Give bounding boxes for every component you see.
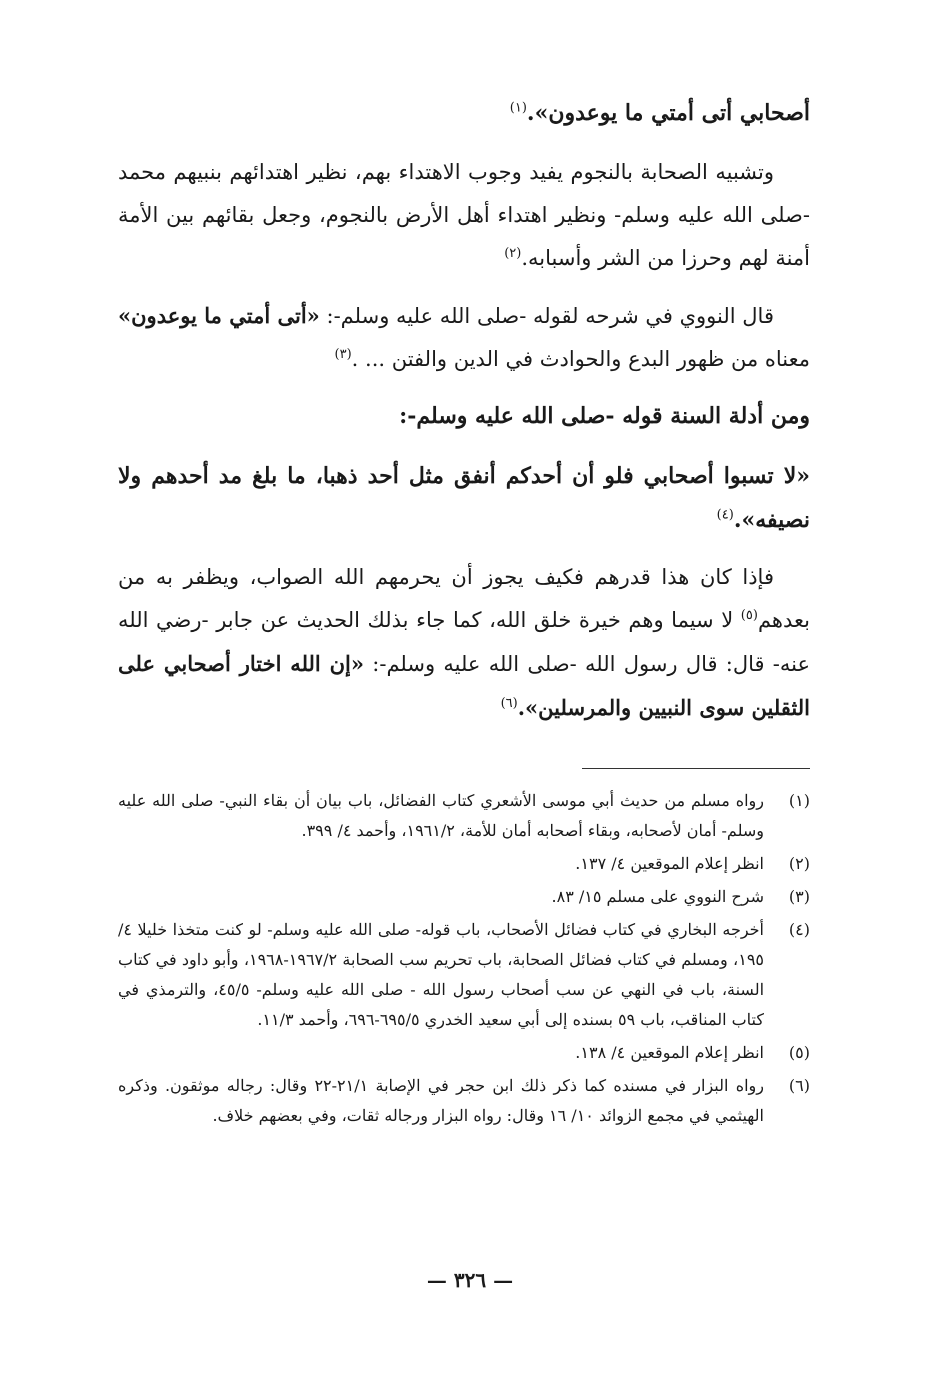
footnote-text: انظر إعلام الموقعين ٤/ ١٣٧. bbox=[575, 854, 764, 873]
footnote-4 bbox=[118, 915, 810, 1035]
footnote-number: (٢) bbox=[788, 854, 810, 873]
footnote-number: (١) bbox=[788, 791, 810, 810]
paragraph-3 bbox=[118, 294, 810, 381]
paragraph-3-quote: «أتى أمتي ما يوعدون» bbox=[118, 303, 320, 328]
footnote-text: شرح النووي على مسلم ١٥/ ٨٣. bbox=[551, 887, 764, 906]
footnote-6 bbox=[118, 1071, 810, 1131]
paragraph-2-text: وتشبيه الصحابة بالنجوم يفيد وجوب الاهتداء بهم، نظير اهتدائهم بنبيهم محمد -صلى الله عليه وسلم- ونظير اهتداء أهل الأرض بالنجوم، وجعل بقائهم بين الأمة أمنة لهم وحرزا من الشر وأسبابه. bbox=[118, 160, 810, 270]
paragraph-2 bbox=[118, 151, 810, 280]
footnote-ref-2[interactable]: (٢) bbox=[504, 246, 522, 261]
main-text bbox=[118, 92, 810, 744]
footnote-1 bbox=[118, 786, 810, 846]
footnote-divider bbox=[582, 768, 810, 769]
footnote-text: أخرجه البخاري في كتاب فضائل الأصحاب، باب قوله- صلى الله عليه وسلم- لو كنت متخذا خليلا ٤/ ١٩٥، ومسلم في كتاب فضائل الصحابة، باب تحريم سب الصحابة ١٩٦٧/٢-١٩٦٨، وأبو داود في كتاب السنة، باب في النهي عن سب أصحاب رسول الله - صلى الله عليه وسلم- ٤٥/٥، والترمذي في كتاب المناقب، باب ٥٩ بسنده إلى أبي سعيد الخدري ٦٩٥/٥-٦٩٦، وأحمد ١١/٣. bbox=[118, 920, 765, 1029]
footnote-text: انظر إعلام الموقعين ٤/ ١٣٨. bbox=[575, 1043, 764, 1062]
page-number: — ٣٢٦ — bbox=[426, 1268, 514, 1292]
footnote-number: (٣) bbox=[788, 887, 810, 906]
hadith-quote-text: «لا تسبوا أصحابي فلو أن أحدكم أنفق مثل أحد ذهبا، ما بلغ مد أحدهم ولا نصيفه». bbox=[118, 463, 810, 533]
footnote-number: (٤) bbox=[788, 920, 810, 939]
paragraph-3-lead: قال النووي في شرحه لقوله -صلى الله عليه وسلم-: bbox=[319, 304, 774, 328]
footnote-number: (٦) bbox=[788, 1076, 810, 1095]
footnote-text: رواه البزار في مسنده كما ذكر ذلك ابن حجر في الإصابة ٢١/١-٢٢ وقال: رجاله موثقون. وذكره الهيثمي في مجمع الزوائد ١٠/ ١٦ وقال: رواه البزار ورجاله ثقات، وفي بعضهم خلاف. bbox=[118, 1076, 765, 1125]
footnote-2 bbox=[118, 849, 810, 879]
paragraph-1 bbox=[118, 92, 810, 135]
footnote-ref-5[interactable]: (٥) bbox=[740, 608, 758, 623]
paragraph-6-quote: «إن الله اختار أصحابي على الثقلين سوى النبيين والمرسلين». bbox=[118, 651, 810, 720]
footnote-text: رواه مسلم من حديث أبي موسى الأشعري كتاب الفضائل، باب بيان أن بقاء النبي- صلى الله عليه وسلم- أمان لأصحابه، وبقاء أصحابه أمان للأمة، ١٩٦١/٢، وأحمد ٤/ ٣٩٩. bbox=[118, 791, 764, 840]
footnote-3 bbox=[118, 882, 810, 912]
paragraph-1-text: أصحابي أتى أمتي ما يوعدون». bbox=[526, 100, 810, 126]
footnote-ref-6[interactable]: (٦) bbox=[500, 696, 518, 711]
hadith-quote bbox=[118, 454, 810, 542]
paragraph-6-lead: فإذا كان هذا قدرهم فكيف يجوز أن يحرمهم الله الصواب، ويظفر به من بعدهم bbox=[118, 565, 810, 632]
section-heading bbox=[118, 395, 810, 438]
footnote-number: (٥) bbox=[788, 1043, 810, 1062]
section-heading-text: ومن أدلة السنة قوله -صلى الله عليه وسلم-: bbox=[399, 403, 810, 429]
paragraph-6-text: لا سيما وهم خيرة خلق الله، كما جاء بذلك الحديث عن جابر -رضي الله عنه- قال: قال رسول الله -صلى الله عليه وسلم-: bbox=[118, 608, 811, 676]
footnotes bbox=[118, 786, 810, 1134]
footnote-ref-1[interactable]: (١) bbox=[509, 100, 527, 116]
footnote-ref-4[interactable]: (٤) bbox=[716, 507, 734, 523]
footnote-ref-3[interactable]: (٣) bbox=[334, 347, 352, 362]
paragraph-3-text: معناه من ظهور البدع والحوادث في الدين والفتن ... . bbox=[351, 347, 810, 371]
footnote-5 bbox=[118, 1038, 810, 1068]
paragraph-6 bbox=[118, 556, 810, 730]
